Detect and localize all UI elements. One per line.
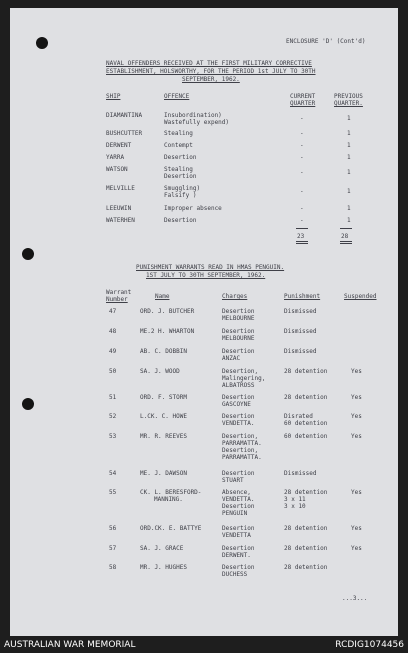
previous-quarter-cell: 1 — [347, 142, 351, 149]
col-header-current: QUARTER — [290, 100, 316, 107]
charges-cell: Desertion — [222, 413, 255, 420]
charges-cell: Desertion, — [222, 368, 259, 375]
punishment-cell: 3 x 11 — [284, 496, 306, 503]
col-header-punishment: Punishment — [284, 293, 321, 300]
enclosure-label: ENCLOSURE 'D' (Cont'd) — [286, 38, 366, 45]
punishment-cell: Dismissed — [284, 308, 317, 315]
current-quarter-cell: - — [300, 115, 304, 122]
total-rule — [340, 228, 352, 229]
warrant-number-cell: 56 — [109, 525, 117, 532]
punishment-cell: Dismissed — [284, 348, 317, 355]
charges-cell: Desertion — [222, 470, 255, 477]
charges-cell: Absence, — [222, 489, 251, 496]
current-quarter-cell: - — [300, 205, 304, 212]
document-page — [10, 8, 398, 636]
name-cell: ORD. J. BUTCHER — [140, 308, 195, 315]
section1-title-line: SEPTEMBER, 1962. — [182, 76, 240, 83]
suspended-cell: Yes — [351, 545, 362, 552]
warrant-number-cell: 50 — [109, 368, 117, 375]
current-quarter-cell: - — [300, 188, 304, 195]
punishment-cell: 28 detention — [284, 564, 328, 571]
previous-quarter-cell: 1 — [347, 115, 351, 122]
col-header-previous: PREVIOUS — [334, 93, 363, 100]
col-header-ship: SHIP — [106, 93, 121, 100]
suspended-cell: Yes — [351, 489, 362, 496]
offence-cell: Insubordination) — [164, 112, 222, 119]
punishment-cell: Dismissed — [284, 328, 317, 335]
ship-cell: DERWENT — [106, 142, 132, 149]
suspended-cell: Yes — [351, 433, 362, 440]
charges-cell: VENDETTA. — [222, 496, 255, 503]
col-header-warrant: Number — [106, 296, 128, 303]
ship-cell: WATERHEN — [106, 217, 135, 224]
col-header-current: CURRENT — [290, 93, 316, 100]
charges-cell: PARRAMATTA. — [222, 440, 262, 447]
punishment-cell: Disrated — [284, 413, 313, 420]
charges-cell: Desertion — [222, 308, 255, 315]
charges-cell: Desertion, — [222, 447, 259, 454]
section1-title-line: ESTABLISHMENT, HOLSWORTHY, FOR THE PERIOD 1st JULY TO 30TH — [106, 68, 316, 75]
charges-cell: STUART — [222, 477, 244, 484]
punishment-cell: 28 detention — [284, 545, 328, 552]
punishment-cell: 60 detention — [284, 420, 328, 427]
charges-cell: MELBOURNE — [222, 315, 255, 322]
charges-cell: PENGUIN — [222, 510, 248, 517]
col-header-charges: Charges — [222, 293, 248, 300]
offence-cell: Desertion — [164, 173, 197, 180]
offence-cell: Desertion — [164, 217, 197, 224]
offence-cell: Wastefully expend) — [164, 119, 230, 126]
punishment-cell: 28 detention — [284, 394, 328, 401]
ship-cell: LEEUWIN — [106, 205, 132, 212]
current-quarter-cell: - — [300, 142, 304, 149]
col-header-offence: OFFENCE — [164, 93, 190, 100]
total-double-rule — [296, 243, 308, 244]
charges-cell: PARRAMATTA. — [222, 454, 262, 461]
total-rule — [296, 228, 308, 229]
warrant-number-cell: 58 — [109, 564, 117, 571]
charges-cell: Desertion — [222, 545, 255, 552]
offence-cell: Stealing — [164, 130, 193, 137]
punch-hole — [22, 398, 34, 410]
ship-cell: MELVILLE — [106, 185, 135, 192]
name-cell: AB. C. DOBBIN — [140, 348, 187, 355]
offence-cell: Desertion — [164, 154, 197, 161]
offence-cell: Stealing — [164, 166, 193, 173]
previous-quarter-cell: 1 — [347, 217, 351, 224]
warrant-number-cell: 57 — [109, 545, 117, 552]
total-double-rule — [340, 241, 352, 242]
footer-source: AUSTRALIAN WAR MEMORIAL — [4, 640, 136, 650]
punishment-cell: 60 detention — [284, 433, 328, 440]
punishment-cell: 3 x 10 — [284, 503, 306, 510]
warrant-number-cell: 49 — [109, 348, 117, 355]
charges-cell: Desertion — [222, 503, 255, 510]
col-header-warrant: Warrant — [106, 289, 132, 296]
charges-cell: Desertion, — [222, 433, 259, 440]
ship-cell: DIAMANTINA — [106, 112, 143, 119]
total-double-rule — [296, 241, 308, 242]
name-cell: ORD.CK. E. BATTYE — [140, 525, 202, 532]
charges-cell: MELBOURNE — [222, 335, 255, 342]
name-cell: CK. L. BERESFORD- — [140, 489, 202, 496]
name-cell: SA. J. GRACE — [140, 545, 184, 552]
archive-footer — [0, 637, 408, 653]
charges-cell: Desertion — [222, 348, 255, 355]
warrant-number-cell: 55 — [109, 489, 117, 496]
charges-cell: GASCOYNE — [222, 401, 251, 408]
warrant-number-cell: 52 — [109, 413, 117, 420]
charges-cell: VENDETTA. — [222, 420, 255, 427]
current-quarter-total: 23 — [297, 233, 305, 240]
name-cell: ME.2 H. WHARTON — [140, 328, 195, 335]
warrant-number-cell: 47 — [109, 308, 117, 315]
punishment-cell: Dismissed — [284, 470, 317, 477]
charges-cell: Desertion — [222, 564, 255, 571]
charges-cell: DERWENT. — [222, 552, 251, 559]
col-header-suspended: Suspended — [344, 293, 377, 300]
name-cell: MR. R. REEVES — [140, 433, 187, 440]
footer-id: RCDIG1074456 — [335, 640, 404, 650]
total-double-rule — [340, 243, 352, 244]
warrant-number-cell: 54 — [109, 470, 117, 477]
current-quarter-cell: - — [300, 217, 304, 224]
warrant-number-cell: 53 — [109, 433, 117, 440]
offence-cell: Improper absence — [164, 205, 222, 212]
page-continuation-marker: ...3... — [342, 595, 368, 602]
charges-cell: VENDETTA — [222, 532, 251, 539]
current-quarter-cell: - — [300, 154, 304, 161]
section2-title-line: 1ST JULY TO 30TH SEPTEMBER, 1962. — [146, 272, 266, 279]
previous-quarter-cell: 1 — [347, 130, 351, 137]
name-cell: ORD. F. STORM — [140, 394, 187, 401]
previous-quarter-cell: 1 — [347, 169, 351, 176]
name-cell: L.CK. C. HOWE — [140, 413, 187, 420]
charges-cell: ANZAC — [222, 355, 241, 362]
charges-cell: Desertion — [222, 525, 255, 532]
charges-cell: DUCHESS — [222, 571, 248, 578]
warrant-number-cell: 51 — [109, 394, 117, 401]
ship-cell: WATSON — [106, 166, 128, 173]
suspended-cell: Yes — [351, 368, 362, 375]
name-cell: MANNING. — [154, 496, 183, 503]
punishment-cell: 28 detention — [284, 368, 328, 375]
previous-quarter-cell: 1 — [347, 205, 351, 212]
suspended-cell: Yes — [351, 525, 362, 532]
col-header-name: Name — [155, 293, 170, 300]
punishment-cell: 28 detention — [284, 489, 328, 496]
ship-cell: YARRA — [106, 154, 125, 161]
name-cell: ME. J. DAWSON — [140, 470, 187, 477]
current-quarter-cell: - — [300, 130, 304, 137]
previous-quarter-cell: 1 — [347, 188, 351, 195]
ship-cell: BUSHCUTTER — [106, 130, 143, 137]
offence-cell: Falsify ) — [164, 192, 197, 199]
charges-cell: Malingering, — [222, 375, 266, 382]
col-header-previous: QUARTER. — [334, 100, 363, 107]
previous-quarter-total: 28 — [341, 233, 349, 240]
punishment-cell: 28 detention — [284, 525, 328, 532]
warrant-number-cell: 48 — [109, 328, 117, 335]
charges-cell: Desertion — [222, 328, 255, 335]
section1-title-line: NAVAL OFFENDERS RECEIVED AT THE FIRST MILITARY CORRECTIVE — [106, 60, 312, 67]
suspended-cell: Yes — [351, 394, 362, 401]
current-quarter-cell: - — [300, 169, 304, 176]
offence-cell: Contempt — [164, 142, 193, 149]
charges-cell: ALBATROSS — [222, 382, 255, 389]
charges-cell: Desertion — [222, 394, 255, 401]
punch-hole — [22, 248, 34, 260]
name-cell: SA. J. WOOD — [140, 368, 180, 375]
suspended-cell: Yes — [351, 413, 362, 420]
offence-cell: Smuggling) — [164, 185, 201, 192]
previous-quarter-cell: 1 — [347, 154, 351, 161]
punch-hole — [36, 37, 48, 49]
section2-title-line: PUNISHMENT WARRANTS READ IN HMAS PENGUIN. — [136, 264, 285, 271]
name-cell: MR. J. HUGHES — [140, 564, 187, 571]
